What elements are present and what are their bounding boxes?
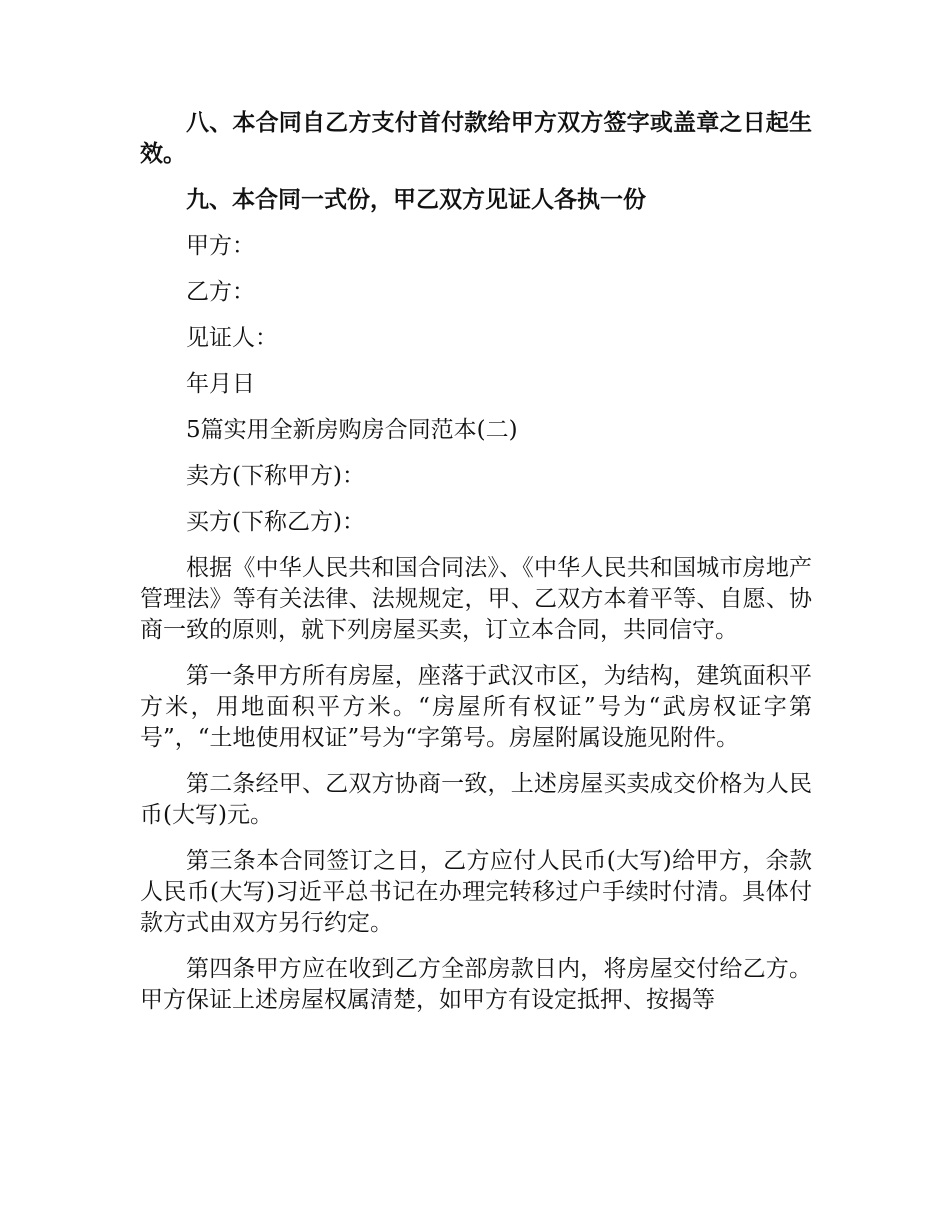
party-a-line: 甲方： [186,233,255,259]
preamble-paragraph: 根据《中华人民共和国合同法》、《中华人民共和国城市房地产管理法》等有关法律、法规规定，甲、乙双方本着平等、自愿、协商一致的原则，就下列房屋买卖，订立本合同，共同信守。 [140,555,812,643]
party-b-line: 乙方： [186,279,255,305]
buyer-line: 买方(下称乙方)： [186,509,365,535]
article-3-paragraph: 第三条本合同签订之日，乙方应付人民币(大写)给甲方，余款人民币(大写)习近平总书记在办理完转移过户手续时付清。具体付款方式由双方另行约定。 [140,848,812,936]
article-1-paragraph: 第一条甲方所有房屋，座落于武汉市区，为结构，建筑面积平方米，用地面积平方米。“房屋所有权证”号为“武房权证字第号”，“土地使用权证”号为“字第号。房屋附属设施见附件。 [140,663,812,751]
article-2-paragraph: 第二条经甲、乙双方协商一致，上述房屋买卖成交价格为人民币(大写)元。 [140,771,812,828]
article-4-paragraph: 第四条甲方应在收到乙方全部房款日内，将房屋交付给乙方。甲方保证上述房屋权属清楚，如甲方有设定抵押、按揭等 [140,956,812,1013]
section-title: 5篇实用全新房购房合同范本(二) [186,417,518,443]
clause-8-paragraph: 八、本合同自乙方支付首付款给甲方双方签字或盖章之日起生效。 [140,110,812,167]
clause-9-paragraph: 九、本合同一式份，甲乙双方见证人各执一份 [186,187,646,213]
document-body [140,108,812,1031]
seller-line: 卖方(下称甲方)： [186,463,365,489]
witness-line: 见证人： [186,325,278,351]
date-line: 年月日 [186,371,255,397]
